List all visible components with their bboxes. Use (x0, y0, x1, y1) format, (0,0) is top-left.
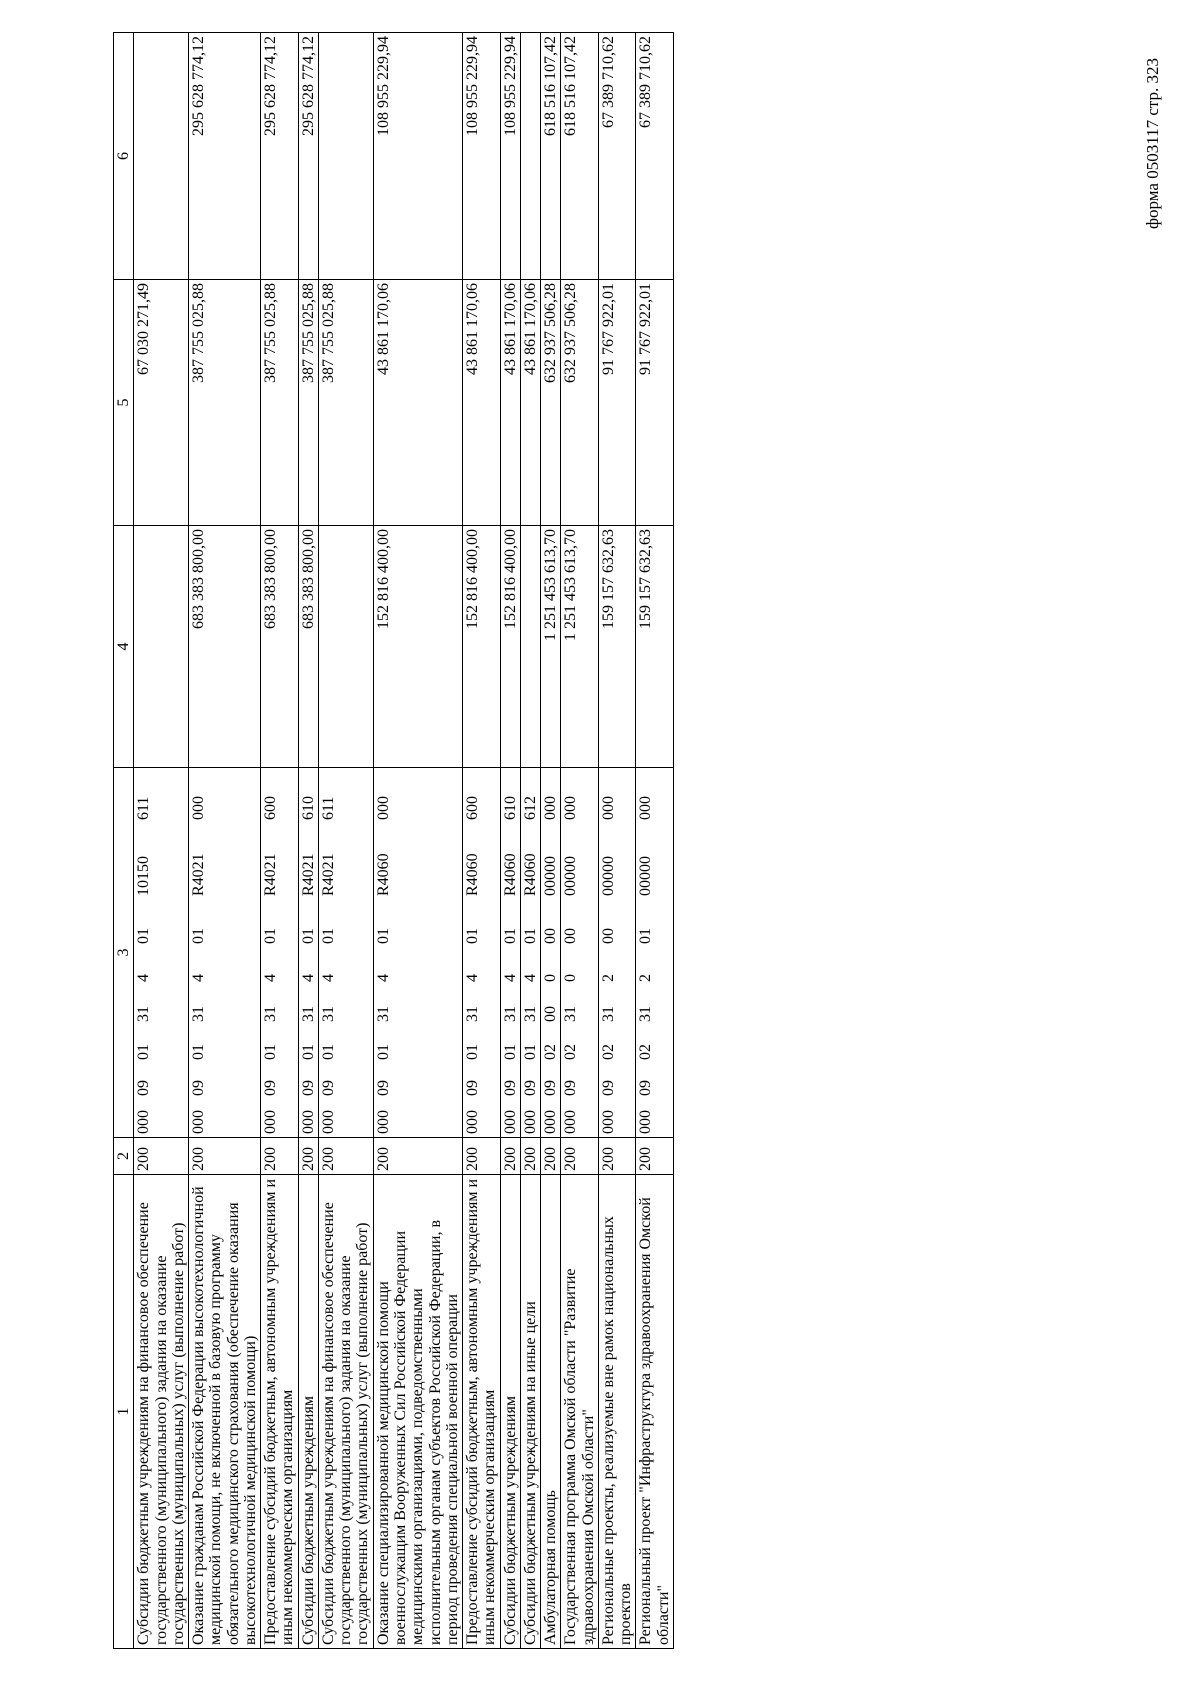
code-part: 31 (262, 1006, 280, 1022)
code-part: 000 (464, 1110, 482, 1134)
row-approved: 1 251 453 613,70 (541, 526, 561, 768)
code-part: R4021 (299, 853, 317, 896)
code-part: 00000 (637, 856, 655, 896)
row-executed: 632 937 506,28 (561, 280, 599, 526)
row-executed: 632 937 506,28 (541, 280, 561, 526)
code-part: 00000 (599, 856, 617, 896)
row-executed: 387 755 025,88 (261, 280, 299, 526)
row-approved (318, 526, 373, 768)
code-part: 09 (135, 1080, 153, 1096)
code-part: 4 (190, 974, 208, 982)
row-executed: 43 861 170,06 (500, 280, 520, 526)
code-part: 01 (521, 1044, 539, 1060)
code-part: 31 (299, 1006, 317, 1022)
code-part: 01 (637, 928, 655, 944)
code-part: R4060 (501, 853, 519, 896)
column-number: 4 (114, 526, 134, 768)
row-classification-code (561, 768, 599, 1138)
row-unexecuted (318, 33, 373, 280)
code-part: 09 (562, 1080, 580, 1096)
row-classification-code (373, 768, 462, 1138)
code-part: 01 (501, 928, 519, 944)
code-part: 000 (299, 1110, 317, 1134)
code-part: 09 (319, 1080, 337, 1096)
table-row (520, 33, 540, 1649)
code-part: 02 (599, 1044, 617, 1060)
code-part: 4 (464, 974, 482, 982)
code-part: 09 (262, 1080, 280, 1096)
code-part: 09 (190, 1080, 208, 1096)
code-part: 31 (190, 1006, 208, 1022)
row-line-code: 200 (520, 1138, 540, 1175)
table-row (134, 33, 189, 1649)
table-row (561, 33, 599, 1649)
row-executed: 91 767 922,01 (636, 280, 674, 526)
code-part: 01 (190, 928, 208, 944)
code-part: 01 (374, 928, 392, 944)
row-executed: 91 767 922,01 (598, 280, 636, 526)
code-part: 610 (299, 796, 317, 820)
code-part: 09 (521, 1080, 539, 1096)
code-part: 00 (599, 928, 617, 944)
code-part: 000 (637, 1110, 655, 1134)
code-part: 09 (464, 1080, 482, 1096)
code-part: 0 (542, 974, 560, 982)
code-part: 000 (599, 796, 617, 820)
code-part: 01 (299, 1044, 317, 1060)
row-approved: 152 816 400,00 (500, 526, 520, 768)
column-number: 6 (114, 33, 134, 280)
code-part: 000 (542, 1110, 560, 1134)
table-row (318, 33, 373, 1649)
table-row (500, 33, 520, 1649)
row-name: Региональный проект "Инфраструктура здравоохранения Омской области" (636, 1175, 674, 1649)
code-part: 2 (599, 974, 617, 982)
code-part: 31 (501, 1006, 519, 1022)
code-part: 01 (135, 928, 153, 944)
row-classification-code (261, 768, 299, 1138)
code-part: 31 (562, 1006, 580, 1022)
code-part: 09 (374, 1080, 392, 1096)
code-part: 09 (501, 1080, 519, 1096)
row-unexecuted: 295 628 774,12 (261, 33, 299, 280)
code-part: 612 (521, 796, 539, 820)
table-row (373, 33, 462, 1649)
code-part: 01 (135, 1044, 153, 1060)
code-part: 31 (135, 1006, 153, 1022)
row-executed: 387 755 025,88 (189, 280, 261, 526)
row-unexecuted (134, 33, 189, 280)
row-name: Государственная программа Омской области "Развитие здравоохранения Омской области" (561, 1175, 599, 1649)
code-part: 000 (262, 1110, 280, 1134)
table-row (189, 33, 261, 1649)
row-approved (134, 526, 189, 768)
code-part: 000 (190, 796, 208, 820)
code-part: R4060 (464, 853, 482, 896)
row-name: Субсидии бюджетным учреждениям на иные цели (520, 1175, 540, 1649)
row-classification-code (500, 768, 520, 1138)
column-number: 3 (114, 768, 134, 1138)
code-part: 000 (637, 796, 655, 820)
row-name: Амбулаторная помощь (541, 1175, 561, 1649)
code-part: 01 (299, 928, 317, 944)
code-part: 611 (135, 796, 153, 820)
code-part: 0 (562, 974, 580, 982)
row-classification-code (189, 768, 261, 1138)
code-part: 01 (464, 928, 482, 944)
code-part: 01 (501, 1044, 519, 1060)
code-part: 31 (599, 1006, 617, 1022)
row-name: Оказание специализированной медицинской помощи военнослужащим Вооруженных Сил Российской Федерации медицинскими организациями, подведомственными исполнительным органам субъектов Российской Федерации, в период проведения специальной военной операции (373, 1175, 462, 1649)
table-row (541, 33, 561, 1649)
row-unexecuted: 108 955 229,94 (463, 33, 501, 280)
row-name: Субсидии бюджетным учреждениям на финансовое обеспечение государственного (муниципального) задания на оказание государственных (муниципальных) услуг (выполнение работ) (134, 1175, 189, 1649)
code-part: 4 (521, 974, 539, 982)
row-executed: 43 861 170,06 (520, 280, 540, 526)
code-part: 09 (542, 1080, 560, 1096)
row-executed: 67 030 271,49 (134, 280, 189, 526)
code-part: 09 (299, 1080, 317, 1096)
row-classification-code (541, 768, 561, 1138)
code-part: 02 (637, 1044, 655, 1060)
code-part: 000 (562, 1110, 580, 1134)
row-approved: 152 816 400,00 (373, 526, 462, 768)
row-unexecuted: 618 516 107,42 (541, 33, 561, 280)
table-row (463, 33, 501, 1649)
row-executed: 43 861 170,06 (373, 280, 462, 526)
row-line-code: 200 (500, 1138, 520, 1175)
code-part: 600 (464, 796, 482, 820)
code-part: 000 (319, 1110, 337, 1134)
row-unexecuted (520, 33, 540, 280)
code-part: 01 (521, 928, 539, 944)
row-classification-code (598, 768, 636, 1138)
code-part: 01 (262, 928, 280, 944)
row-approved: 683 383 800,00 (261, 526, 299, 768)
row-line-code: 200 (261, 1138, 299, 1175)
code-part: 02 (542, 1044, 560, 1060)
row-line-code: 200 (318, 1138, 373, 1175)
column-number-row (114, 33, 134, 1649)
row-approved: 159 157 632,63 (598, 526, 636, 768)
code-part: 2 (637, 974, 655, 982)
code-part: 31 (464, 1006, 482, 1022)
code-part: 000 (190, 1110, 208, 1134)
code-part: 4 (299, 974, 317, 982)
code-part: 31 (521, 1006, 539, 1022)
row-approved: 159 157 632,63 (636, 526, 674, 768)
row-approved (520, 526, 540, 768)
row-unexecuted: 295 628 774,12 (189, 33, 261, 280)
code-part: 4 (319, 974, 337, 982)
row-classification-code (134, 768, 189, 1138)
code-part: 31 (319, 1006, 337, 1022)
code-part: 01 (464, 1044, 482, 1060)
table-row (598, 33, 636, 1649)
row-unexecuted: 295 628 774,12 (298, 33, 318, 280)
row-approved: 683 383 800,00 (189, 526, 261, 768)
code-part: 611 (319, 796, 337, 820)
row-classification-code (636, 768, 674, 1138)
code-part: R4060 (374, 853, 392, 896)
code-part: 000 (542, 796, 560, 820)
row-line-code: 200 (598, 1138, 636, 1175)
row-unexecuted: 618 516 107,42 (561, 33, 599, 280)
row-classification-code (318, 768, 373, 1138)
row-classification-code (520, 768, 540, 1138)
row-line-code: 200 (373, 1138, 462, 1175)
row-unexecuted: 67 389 710,62 (598, 33, 636, 280)
row-classification-code (298, 768, 318, 1138)
row-approved: 152 816 400,00 (463, 526, 501, 768)
code-part: 01 (190, 1044, 208, 1060)
row-line-code: 200 (298, 1138, 318, 1175)
form-label: форма 0503117 стр. 323 (1143, 58, 1162, 229)
code-part: 600 (262, 796, 280, 820)
row-name: Субсидии бюджетным учреждениям (298, 1175, 318, 1649)
code-part: 00 (562, 928, 580, 944)
code-part: 31 (374, 1006, 392, 1022)
row-approved: 1 251 453 613,70 (561, 526, 599, 768)
code-part: 09 (599, 1080, 617, 1096)
table-row (298, 33, 318, 1649)
code-part: 000 (562, 796, 580, 820)
code-part: 000 (374, 1110, 392, 1134)
row-executed: 387 755 025,88 (318, 280, 373, 526)
row-name: Предоставление субсидий бюджетным, автономным учреждениям и иным некоммерческим организациям (261, 1175, 299, 1649)
row-unexecuted: 67 389 710,62 (636, 33, 674, 280)
column-number: 2 (114, 1138, 134, 1175)
row-name: Субсидии бюджетным учреждениям (500, 1175, 520, 1649)
code-part: 01 (374, 1044, 392, 1060)
code-part: 10150 (135, 856, 153, 896)
code-part: 01 (262, 1044, 280, 1060)
code-part: 4 (501, 974, 519, 982)
code-part: 4 (374, 974, 392, 982)
row-classification-code (463, 768, 501, 1138)
table-row (636, 33, 674, 1649)
column-number: 1 (114, 1175, 134, 1649)
row-line-code: 200 (561, 1138, 599, 1175)
code-part: 000 (135, 1110, 153, 1134)
code-part: 4 (135, 974, 153, 982)
code-part: R4060 (521, 853, 539, 896)
row-line-code: 200 (636, 1138, 674, 1175)
table-row (261, 33, 299, 1649)
row-unexecuted: 108 955 229,94 (500, 33, 520, 280)
code-part: 000 (599, 1110, 617, 1134)
code-part: 000 (501, 1110, 519, 1134)
code-part: 000 (521, 1110, 539, 1134)
row-line-code: 200 (541, 1138, 561, 1175)
code-part: 00 (542, 1006, 560, 1022)
code-part: R4021 (190, 853, 208, 896)
code-part: 09 (637, 1080, 655, 1096)
row-name: Субсидии бюджетным учреждениям на финансовое обеспечение государственного (муниципального) задания на оказание государственных (муниципальных) услуг (выполнение работ) (318, 1175, 373, 1649)
code-part: 01 (319, 928, 337, 944)
row-approved: 683 383 800,00 (298, 526, 318, 768)
code-part: R4021 (319, 853, 337, 896)
row-name: Оказание гражданам Российской Федерации высокотехнологичной медицинской помощи, не включенной в базовую программу обязательного медицинского страхования (обеспечение оказания высокотехнологичной медицинской помощи) (189, 1175, 261, 1649)
row-line-code: 200 (134, 1138, 189, 1175)
code-part: 31 (637, 1006, 655, 1022)
row-name: Предоставление субсидий бюджетным, автономным учреждениям и иным некоммерческим организациям (463, 1175, 501, 1649)
code-part: 610 (501, 796, 519, 820)
code-part: 00000 (542, 856, 560, 896)
row-line-code: 200 (189, 1138, 261, 1175)
budget-report-table (113, 32, 674, 1649)
code-part: 000 (374, 796, 392, 820)
code-part: 01 (319, 1044, 337, 1060)
code-part: 00 (542, 928, 560, 944)
code-part: R4021 (262, 853, 280, 896)
code-part: 02 (562, 1044, 580, 1060)
row-line-code: 200 (463, 1138, 501, 1175)
column-number: 5 (114, 280, 134, 526)
row-executed: 387 755 025,88 (298, 280, 318, 526)
row-executed: 43 861 170,06 (463, 280, 501, 526)
code-part: 00000 (562, 856, 580, 896)
row-name: Региональные проекты, реализуемые вне рамок национальных проектов (598, 1175, 636, 1649)
code-part: 4 (262, 974, 280, 982)
row-unexecuted: 108 955 229,94 (373, 33, 462, 280)
